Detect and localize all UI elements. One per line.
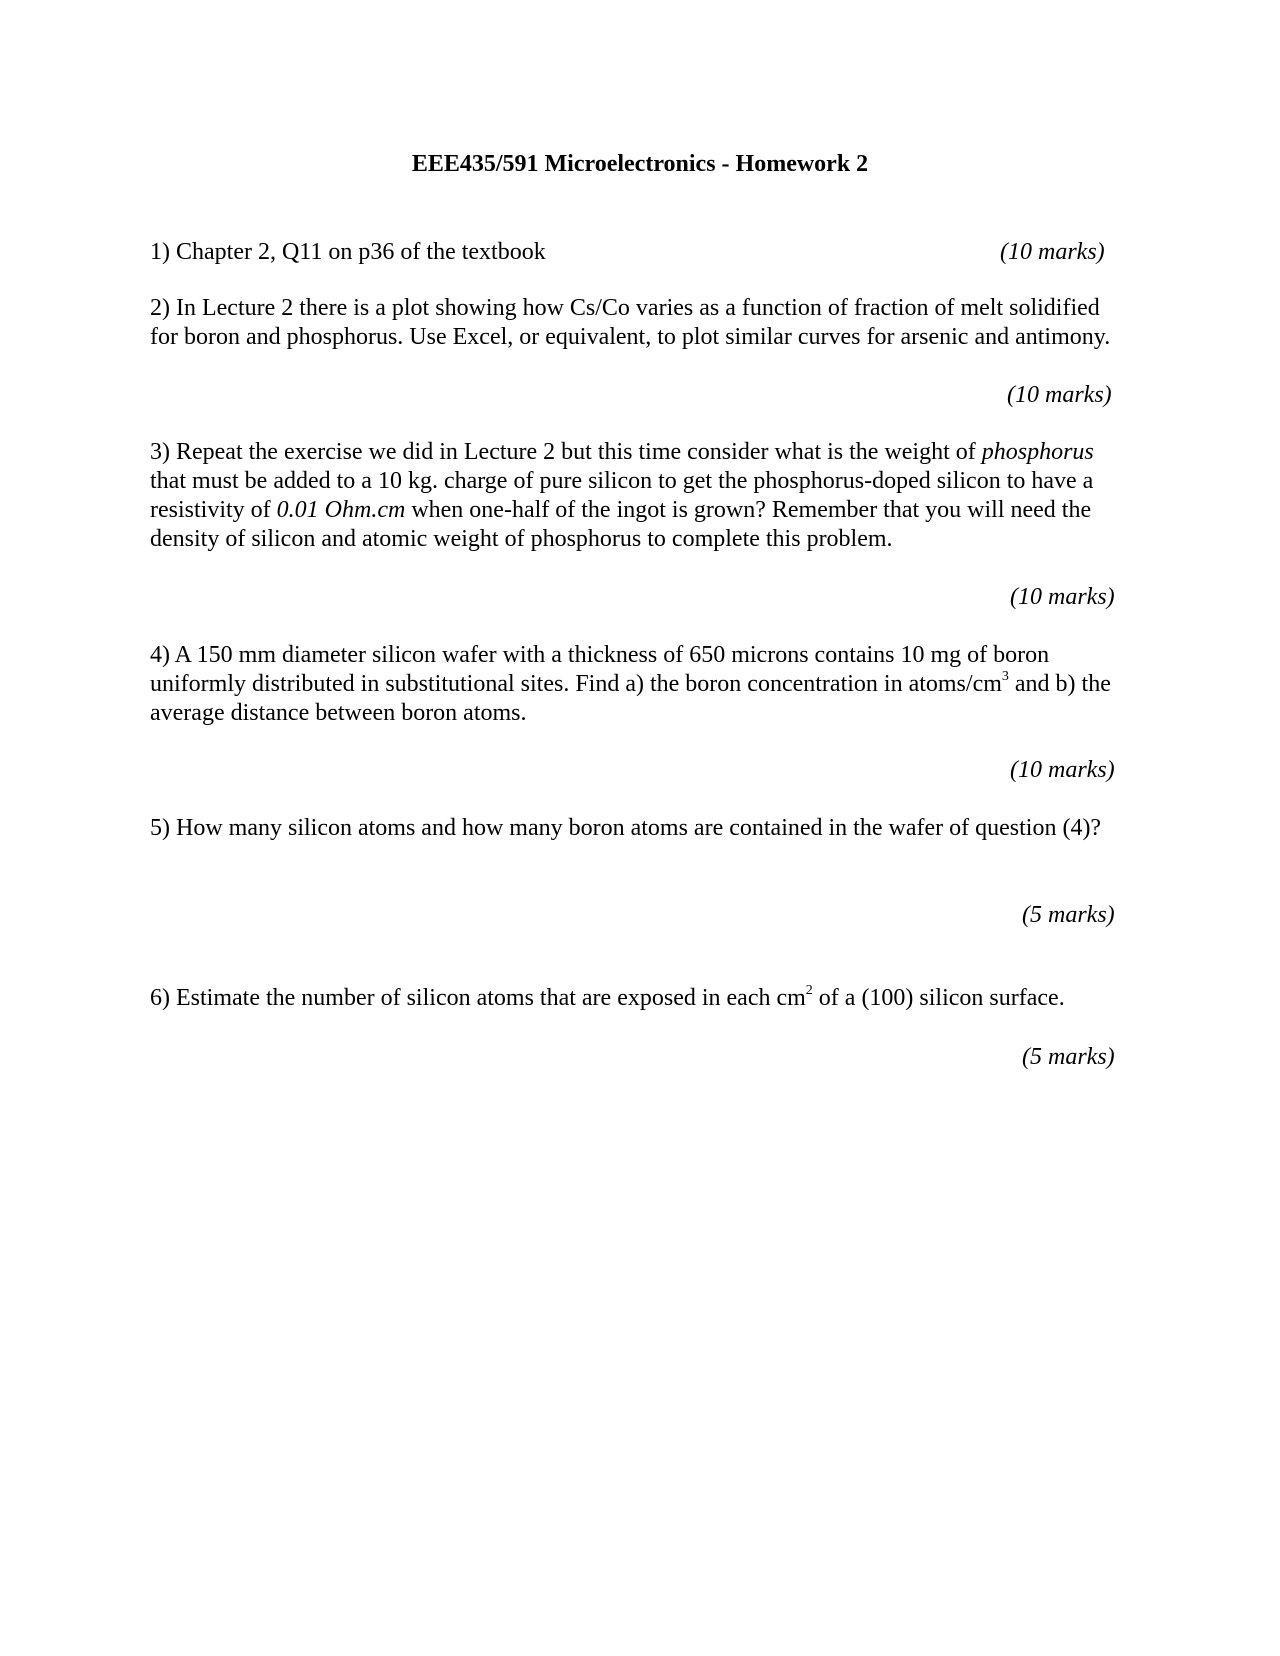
question-3-text-a: 3) Repeat the exercise we did in Lecture 2 but this time consider what is the weight of bbox=[150, 439, 976, 465]
question-3-text-c: when one-half of the ingot is grown? Remember that you will need the density of silicon and atomic weight of phosphorus to complete this problem. bbox=[150, 497, 1092, 552]
question-5-marks: (5 marks) bbox=[1022, 902, 1115, 928]
question-1-marks: (10 marks) bbox=[1000, 239, 1105, 265]
question-3-resistivity-value: 0.01 Ohm.cm bbox=[276, 497, 406, 523]
question-4-marks: (10 marks) bbox=[1010, 757, 1115, 783]
question-6-text-b: of a (100) silicon surface. bbox=[812, 985, 1065, 1011]
question-6 bbox=[150, 984, 1150, 1013]
question-6-superscript: 2 bbox=[805, 983, 813, 998]
question-2-text: 2) In Lecture 2 there is a plot showing how Cs/Co varies as a function of fraction of melt solidified for boron and phosphorus. Use Excel, or equivalent, to plot similar curves for arsenic and antimony. bbox=[150, 295, 1111, 350]
question-2 bbox=[150, 294, 1130, 352]
question-2-marks: (10 marks) bbox=[1007, 382, 1112, 408]
question-4-text-a: 4) A 150 mm diameter silicon wafer with a thickness of 650 microns contains 10 mg of boron uniformly distributed in substitutional sites. Find a) the boron concentration in atoms/cm bbox=[150, 642, 1050, 697]
question-3-text-b: that must be added to a 10 kg. charge of pure silicon to get the phosphorus-doped silicon to have a resistivity of bbox=[150, 468, 1094, 523]
question-5-text: 5) How many silicon atoms and how many boron atoms are contained in the wafer of question (4)? bbox=[150, 815, 1102, 841]
question-4-superscript: 3 bbox=[1001, 669, 1009, 684]
question-6-marks: (5 marks) bbox=[1022, 1044, 1115, 1070]
question-6-text-a: 6) Estimate the number of silicon atoms that are exposed in each cm bbox=[150, 985, 806, 1011]
question-4 bbox=[150, 641, 1130, 728]
question-5 bbox=[150, 814, 1130, 843]
question-3 bbox=[150, 438, 1130, 554]
question-3-marks: (10 marks) bbox=[1010, 584, 1115, 610]
question-4-text-b: and b) the average distance between boron atoms. bbox=[150, 671, 1111, 726]
question-3-phosphorus-term: phosphorus bbox=[981, 439, 1094, 465]
question-1 bbox=[150, 238, 1130, 267]
page-title: EEE435/591 Microelectronics - Homework 2 bbox=[411, 151, 869, 177]
question-1-text: 1) Chapter 2, Q11 on p36 of the textbook bbox=[150, 239, 546, 265]
